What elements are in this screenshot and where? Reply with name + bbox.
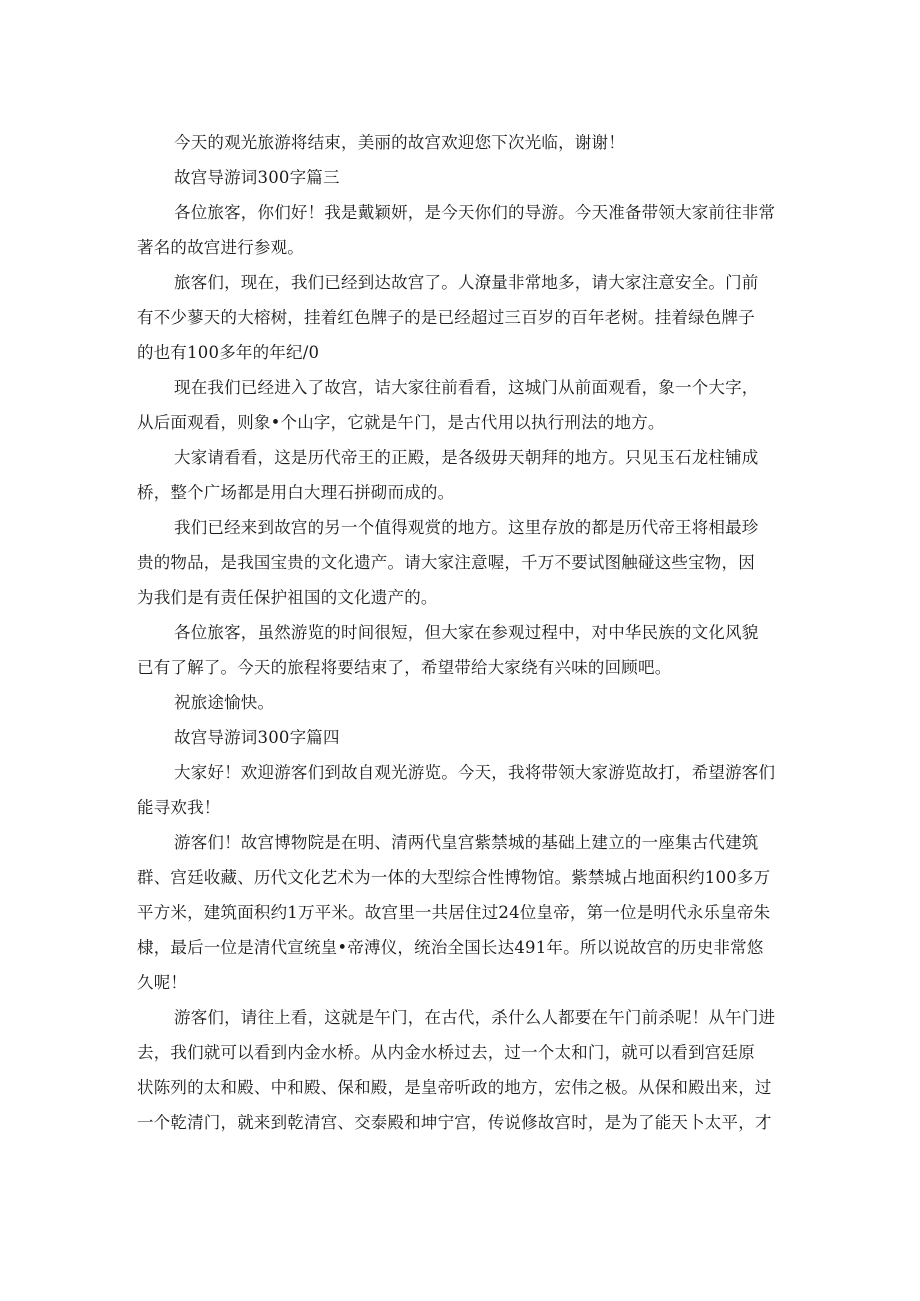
paragraph-line: 去，我们就可以看到内金水桥。从内金水桥过去，过一个太和门，就可以看到宫廷原 [137,1043,755,1062]
paragraph-line: 大家请看看，这是历代帝王的正殿，是各级毋天朝拜的地方。只见玉石龙柱铺成 [174,448,759,467]
paragraph-line: 从后面观看，则象•个山字，它就是午门，是古代用以执行刑法的地方。 [137,413,665,432]
paragraph-line: 群、宫廷收藏、历代文化艺术为一体的大型综合性博物馆。紫禁城占地面积约100多万 [137,868,771,887]
paragraph-line: 著名的故宫进行参观。 [137,238,304,257]
paragraph-line: 平方米，建筑面积约1万平米。故宫里一共居住过24位皇帝，第一位是明代永乐皇帝朱 [137,903,771,922]
section-heading-part-3: 故宫导游词300字篇三 [174,168,340,187]
paragraph-closing-remark: 今天的观光旅游将结束，美丽的故宫欢迎您下次光临，谢谢！ [174,133,625,152]
paragraph-line: 为我们是有责任保护祖国的文化遗产的。 [137,588,438,607]
paragraph-line: 的也有100多年的年纪/0 [137,343,320,362]
paragraph-line: 状陈列的太和殿、中和殿、保和殿，是皇帝听政的地方，宏伟之极。从保和殿出来，过 [137,1078,772,1097]
paragraph-line: 贵的物品，是我国宝贵的文化遗产。请大家注意喔，千万不要试图触碰这些宝物，因 [137,553,755,572]
section-heading-part-4: 故宫导游词300字篇四 [174,728,340,747]
paragraph-line: 有不少蓼天的大榕树，挂着红色牌子的是已经超过三百岁的百年老树。挂着绿色牌子 [137,308,755,327]
paragraph-line: 游客们，请往上看，这就是午门，在古代，杀什么人都要在午门前杀呢！从午门进 [174,1008,776,1027]
paragraph-line: 棣，最后一位是清代宣统皇•帝溥仪，统治全国长达491年。所以说故宫的历史非常悠 [137,938,764,957]
paragraph-line: 各位旅客，你们好！我是戴颖妍，是今天你们的导游。今天准备带领大家前往非常 [174,203,776,222]
paragraph-line: 现在我们已经进入了故宫，诘大家往前看看，这城门从前面观看，象一个大字， [174,378,759,397]
paragraph-line: 桥，整个广场都是用白大理石拼砌而成的。 [137,483,455,502]
document-body [137,125,783,1140]
paragraph-line: 旅客们，现在，我们已经到达故宫了。人潦量非常地多，请大家注意安全。门前 [174,273,759,292]
paragraph-line: 祝旅途愉快。 [174,693,275,712]
paragraph-line: 游客们！故宫博物院是在明、清两代皇宫紫禁城的基础上建立的一座集古代建筑 [174,833,759,852]
paragraph-line: 我们已经来到故宫的另一个值得观赏的地方。这里存放的都是历代帝王将相最珍 [174,518,759,537]
paragraph-line: 久呢！ [137,973,188,992]
paragraph-line: 一个乾清门，就来到乾清宫、交泰殿和坤宁宫，传说修故宫时，是为了能天卜太平，才 [137,1113,772,1132]
paragraph-line: 能寻欢我！ [137,798,221,817]
paragraph-line: 各位旅客，虽然游览的时间很短，但大家在参观过程中，对中华民族的文化风貌 [174,623,759,642]
paragraph-line: 大家好！欢迎游客们到故自观光游览。今天，我将带领大家游览故打，希望游客们 [174,763,776,782]
paragraph-line: 已有了解了。今天的旅程将要结束了，希望带给大家绕有兴味的回顾吧。 [137,658,672,677]
